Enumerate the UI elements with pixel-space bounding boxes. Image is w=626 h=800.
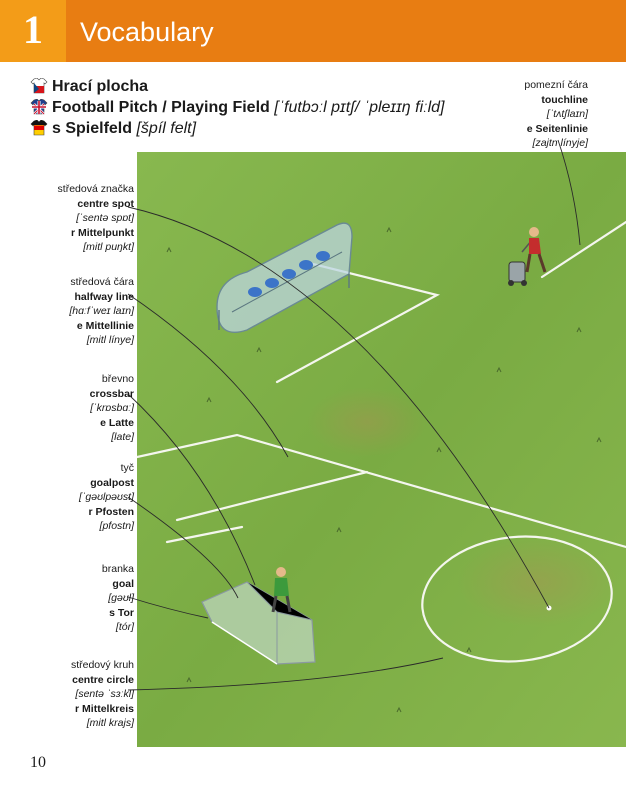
centre-spot-en-pron: [ˈsentə spɒt]: [76, 212, 134, 224]
touchline-de: e Seitenlinie: [526, 122, 588, 135]
goal-cz: branka: [101, 563, 134, 575]
term-english-text: Football Pitch / Playing Field: [52, 99, 270, 116]
goal-en-pron: [gəʊl]: [108, 592, 134, 604]
centre-circle-de: r Mittelkreis: [75, 702, 134, 715]
crossbar-en: crossbar: [89, 387, 134, 400]
label-touchline: [524, 78, 588, 151]
touchline-de-pron: [zajtn línyje]: [532, 137, 588, 149]
crossbar-cz: břevno: [101, 373, 134, 385]
football-pitch-illustration: [137, 152, 626, 747]
goal-de: s Tor: [109, 606, 134, 619]
chapter-title: Vocabulary: [80, 17, 214, 47]
centre-spot-de: r Mittelpunkt: [71, 226, 134, 239]
chapter-header: [0, 0, 626, 62]
touchline-en: touchline: [541, 93, 588, 106]
goal-de-pron: [tór]: [115, 621, 134, 633]
label-halfway-line: [69, 275, 134, 348]
term-headings: [30, 76, 445, 139]
centre-spot-de-pron: [mitl puŋkt]: [83, 241, 134, 253]
halfway-line-en-pron: [hɑːfˈweɪ laɪn]: [69, 305, 134, 317]
goalpost-de: r Pfosten: [88, 505, 134, 518]
german-flag-icon: [30, 120, 48, 136]
label-goal: [102, 562, 134, 635]
goalpost-en-pron: [ˈgəʊlpəʊst]: [78, 491, 134, 503]
touchline-cz: pomezní čára: [524, 79, 588, 91]
label-centre-circle: [71, 658, 134, 731]
term-czech: [30, 76, 445, 97]
term-english: [30, 97, 445, 118]
goal-en: goal: [112, 577, 134, 590]
term-german: [30, 118, 445, 139]
term-czech-text: Hrací plocha: [52, 78, 149, 95]
halfway-line-de-pron: [mitl línye]: [86, 334, 134, 346]
term-german-pronunciation: [špíl felt]: [136, 120, 197, 137]
halfway-line-de: e Mittellinie: [76, 319, 134, 332]
label-goalpost: [79, 461, 134, 534]
chapter-number: 1: [23, 7, 43, 52]
centre-circle-cz: středový kruh: [70, 659, 134, 671]
term-german-text: s Spielfeld: [52, 120, 133, 137]
centre-spot-en: centre spot: [77, 197, 134, 210]
chapter-number-box: [0, 0, 66, 62]
crossbar-de-pron: [late]: [111, 431, 134, 443]
halfway-line-cz: středová čára: [70, 276, 134, 288]
goalpost-cz: tyč: [120, 462, 134, 474]
goalpost-de-pron: [pfostn]: [99, 520, 134, 532]
crossbar-en-pron: [ˈkrɒsbɑː]: [90, 402, 134, 414]
goalpost-en: goalpost: [90, 476, 134, 489]
crossbar-de: e Latte: [100, 416, 134, 429]
centre-circle-de-pron: [mitl krajs]: [86, 717, 134, 729]
term-english-pronunciation: [ˈfutbɔːl pɪtʃ/ ˈpleɪɪŋ fiːld]: [274, 99, 445, 116]
centre-circle-en: centre circle: [72, 673, 134, 686]
touchline-en-pron: [ˈtʌtʃlaɪn]: [546, 108, 588, 120]
label-centre-spot: [58, 182, 134, 255]
czech-flag-icon: [30, 78, 48, 94]
centre-spot-marking: [547, 606, 552, 611]
page-number: 10: [30, 754, 46, 771]
halfway-line-en: halfway line: [74, 290, 134, 303]
label-crossbar: [90, 372, 134, 445]
uk-flag-icon: [30, 99, 48, 115]
centre-spot-cz: středová značka: [57, 183, 134, 195]
centre-circle-en-pron: [sentə ˈsɜːkl]: [75, 688, 134, 700]
